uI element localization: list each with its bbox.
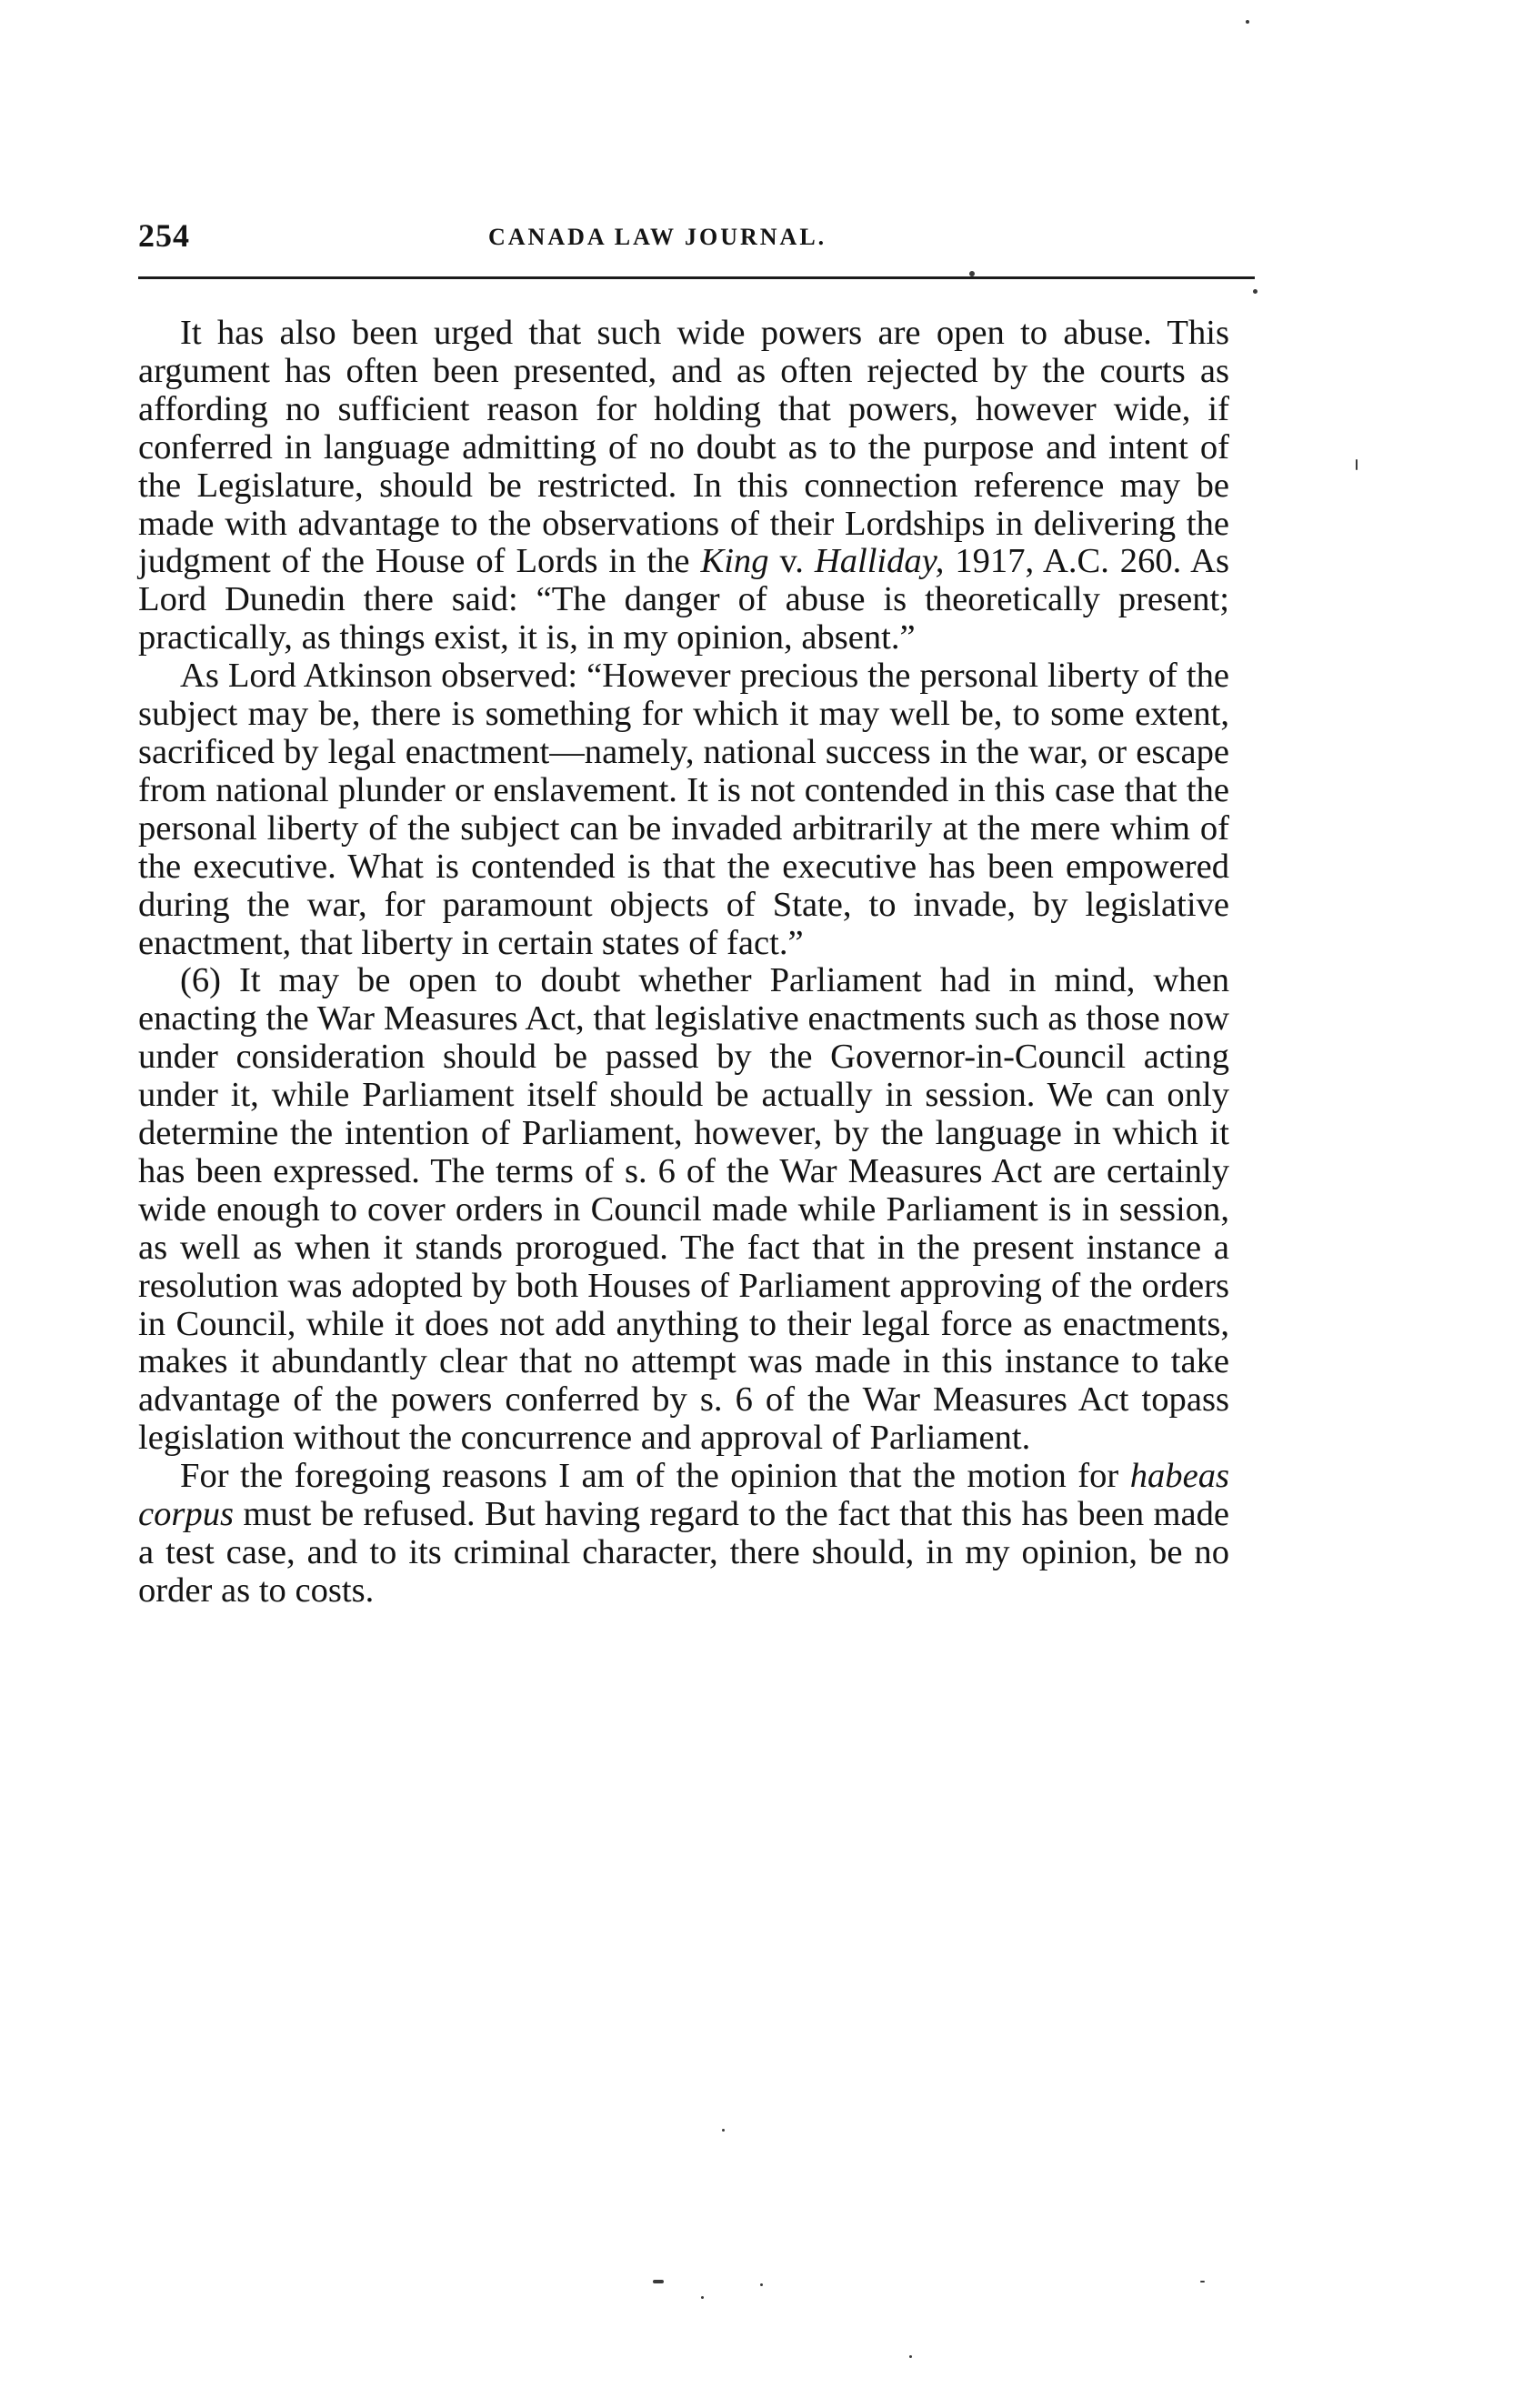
scan-speck	[1200, 2281, 1205, 2283]
page-header	[138, 216, 1229, 262]
scan-speck	[1253, 289, 1257, 294]
scan-speck	[969, 271, 975, 276]
paragraph-war-measures	[138, 962, 1229, 1458]
scan-speck	[701, 2296, 704, 2299]
scan-speck	[722, 2129, 725, 2132]
running-title: CANADA LAW JOURNAL.	[488, 224, 827, 250]
text-segment: v.	[768, 542, 815, 581]
scan-speck	[653, 2280, 664, 2283]
scan-speck	[760, 2283, 763, 2286]
case-name-king: King	[700, 542, 769, 581]
scan-speck	[1246, 20, 1249, 24]
text-segment: 1917, A.C. 260. As Lord Dunedin there said: “The danger of abuse is theoretically present; practically, as things exist, it is, in my opinion, absent.”	[138, 542, 1229, 657]
text-segment: must be refused. But having regard to the fact that this has been made a test case, and to its criminal character, there should, in my opinion, be no order as to costs.	[138, 1495, 1229, 1610]
paragraph-abuse	[138, 315, 1229, 657]
term-habeas-corpus: habeas corpus	[138, 1457, 1229, 1534]
scan-speck	[1356, 459, 1358, 470]
case-name-halliday: Halliday,	[814, 542, 945, 581]
scan-speck	[909, 2355, 912, 2358]
text-segment: It has also been urged that such wide powers are open to abuse. This argument has often been presented, and as often rejected by the courts as affording no sufficient reason for holding that powers, however wide, if conferred in language admitting of no doubt as to the purpose and intent of the Legislature, should be restricted. In this connection reference may be made with advantage to the observations of their Lordships in delivering the judgment of the House of Lords in the	[138, 314, 1229, 581]
text-segment: (6) It may be open to doubt whether Parliament had in mind, when enacting the War Measures Act, that legislative enactments such as those now under consideration should be passed by the Governor-in-Council acting under it, while Parliament itself should be actually in session. We can only determine the intention of Parliament, however, by the language in which it has been expressed. The terms of s. 6 of the War Measures Act are certainly wide enough to cover orders in Council made while Parliament is in session, as well as when it stands prorogued. The fact that in the present instance a resolution was adopted by both Houses of Parliament approving of the orders in Council, while it does not add anything to their legal force as enactments, makes it abundantly clear that no attempt was made in this instance to take advantage of the powers conferred by s. 6 of the War Measures Act topass legislation without the concurrence and approval of Parliament.	[138, 961, 1229, 1458]
text-segment: As Lord Atkinson observed: “However precious the personal liberty of the subject may be, there is something for which it may well be, to some extent, sacrificed by legal enactment—namely, national success in the war, or escape from national plunder or enslavement. It is not contended in this case that the personal liberty of the subject can be invaded arbitrarily at the mere whim of the executive. What is contended is that the executive has been empowered during the war, for paramount objects of State, to invade, by legislative enactment, that liberty in certain states of fact.”	[138, 657, 1229, 962]
header-rule	[138, 276, 1255, 279]
paragraph-atkinson	[138, 657, 1229, 962]
body-text	[138, 315, 1229, 1610]
page-number: 254	[138, 217, 190, 254]
text-segment: For the foregoing reasons I am of the opinion that the motion for	[180, 1457, 1130, 1496]
paragraph-conclusion	[138, 1458, 1229, 1610]
